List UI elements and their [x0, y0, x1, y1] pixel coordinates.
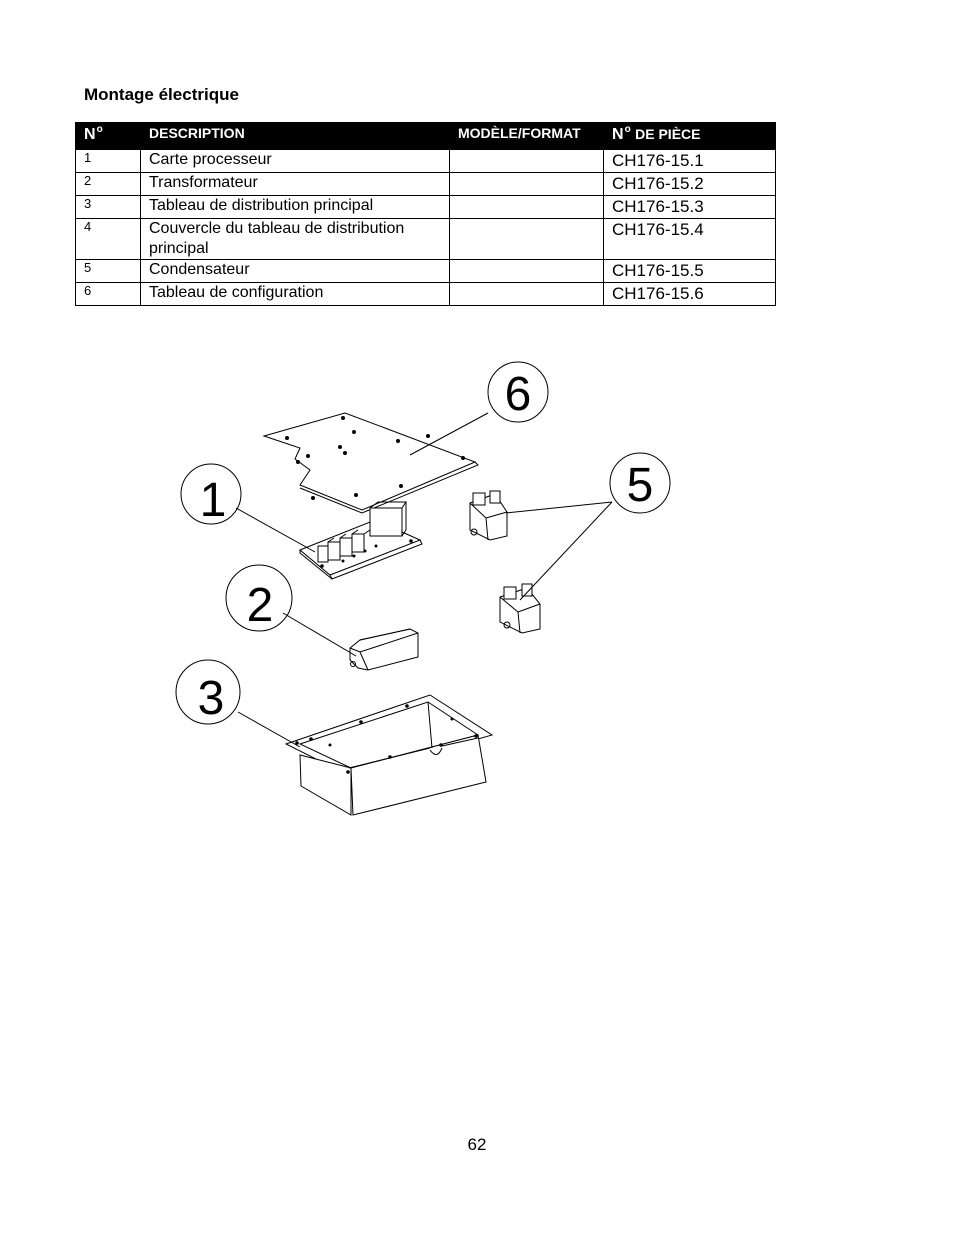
- header-description: DESCRIPTION: [141, 123, 450, 150]
- row-description: Tableau de configuration: [141, 283, 450, 306]
- row-part-number: CH176-15.6: [604, 283, 776, 306]
- distribution-box-drawing: [286, 695, 492, 815]
- row-number: 4: [76, 219, 141, 260]
- row-part-number: CH176-15.4: [604, 219, 776, 260]
- header-model: MODÈLE/FORMAT: [450, 123, 604, 150]
- header-no: $N^o$: [76, 123, 141, 150]
- row-number: 1: [76, 150, 141, 173]
- callout-1: 1: [199, 474, 227, 527]
- row-part-number: CH176-15.1: [604, 150, 776, 173]
- row-part-number: CH176-15.5: [604, 260, 776, 283]
- transformer-drawing: [350, 629, 418, 670]
- row-description: Tableau de distribution principal: [141, 196, 450, 219]
- row-number: 2: [76, 173, 141, 196]
- row-number: 6: [76, 283, 141, 306]
- capacitor-drawing-bottom: [500, 584, 540, 633]
- row-description: Couvercle du tableau de distribution principal: [141, 219, 450, 260]
- page-number: 62: [467, 1135, 487, 1154]
- row-part-number: CH176-15.3: [604, 196, 776, 219]
- row-description: Condensateur: [141, 260, 450, 283]
- row-part-number: CH176-15.2: [604, 173, 776, 196]
- callout-5: 5: [626, 459, 654, 512]
- header-part-number: $N^o$ DE PIÈCE: [604, 123, 776, 150]
- processor-board-drawing: [300, 502, 422, 579]
- callout-3: 3: [197, 672, 225, 725]
- callout-6: 6: [504, 368, 532, 421]
- capacitor-drawing-top: [470, 491, 507, 540]
- callout-2: 2: [246, 579, 274, 632]
- configuration-board-drawing: [264, 413, 478, 513]
- row-description: Transformateur: [141, 173, 450, 196]
- section-title: Montage électrique: [84, 85, 239, 104]
- callout-circles: [176, 362, 670, 724]
- row-description: Carte processeur: [141, 150, 450, 173]
- row-number: 5: [76, 260, 141, 283]
- row-number: 3: [76, 196, 141, 219]
